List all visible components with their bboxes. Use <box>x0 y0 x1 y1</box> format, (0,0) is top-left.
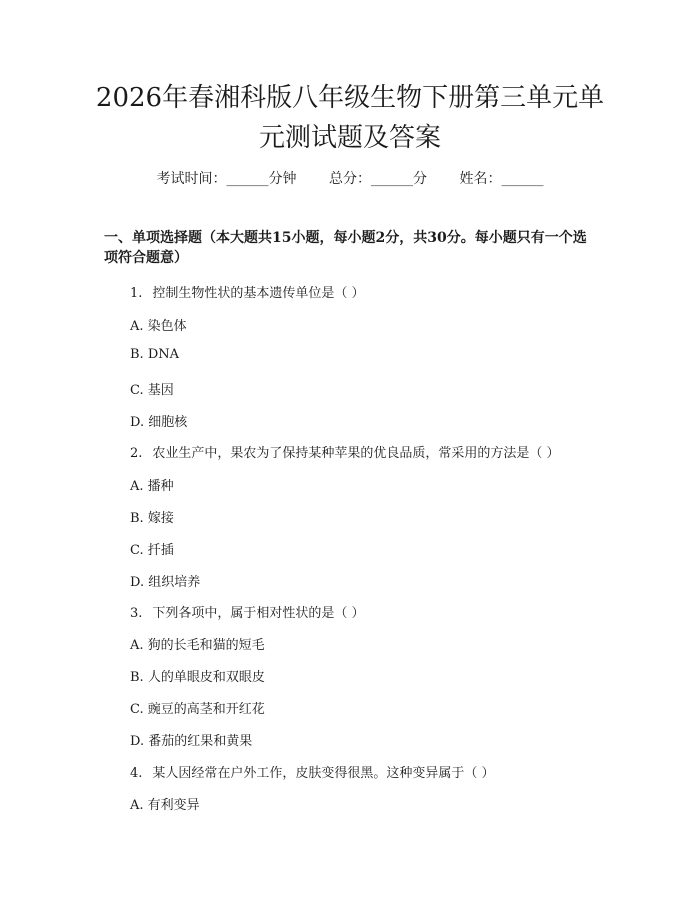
option: B. DNA <box>130 347 180 362</box>
question-number: 2. <box>130 446 143 461</box>
question-number: 1. <box>130 286 143 301</box>
option: A. 有利变异 <box>130 798 200 813</box>
question-text: 下列各项中，属于相对性状的是（ ） <box>152 606 365 621</box>
option: C. 扦插 <box>130 543 174 558</box>
section-heading <box>104 228 604 268</box>
question-text: 控制生物性状的基本遗传单位是（ ） <box>152 286 365 301</box>
section-heading-line-1: 一、单项选择题（本大题共15小题，每小题2分，共30分。每小题只有一个选 <box>104 230 587 246</box>
exam-score: 总分：______分 <box>329 171 427 187</box>
title-line-2: 元测试题及答案 <box>258 123 441 153</box>
question-3 <box>130 602 600 621</box>
option: D. 组织培养 <box>130 575 201 590</box>
title-line-1: 2026年春湘科版八年级生物下册第三单元单 <box>95 83 605 113</box>
exam-info <box>0 168 700 188</box>
option: C. 豌豆的高茎和开红花 <box>130 702 265 717</box>
option: A. 染色体 <box>130 319 187 334</box>
option: B. 嫁接 <box>130 511 174 526</box>
page-title <box>0 78 700 158</box>
section-heading-line-2: 项符合题意） <box>104 250 188 266</box>
exam-time: 考试时间：______分钟 <box>156 171 297 187</box>
question-1 <box>130 282 600 301</box>
option: B. 人的单眼皮和双眼皮 <box>130 670 265 685</box>
question-number: 4. <box>130 766 143 781</box>
option: A. 狗的长毛和猫的短毛 <box>130 638 265 653</box>
question-number: 3. <box>130 606 143 621</box>
question-text: 农业生产中，果农为了保持某种苹果的优良品质，常采用的方法是（ ） <box>152 446 560 461</box>
question-2 <box>130 442 600 461</box>
option: D. 番茄的红果和黄果 <box>130 734 253 749</box>
question-4 <box>130 762 600 781</box>
exam-name: 姓名：______ <box>459 171 544 187</box>
option: D. 细胞核 <box>130 415 188 430</box>
question-text: 某人因经常在户外工作，皮肤变得很黑。这种变异属于（ ） <box>152 766 495 781</box>
option: A. 播种 <box>130 479 174 494</box>
option: C. 基因 <box>130 383 174 398</box>
